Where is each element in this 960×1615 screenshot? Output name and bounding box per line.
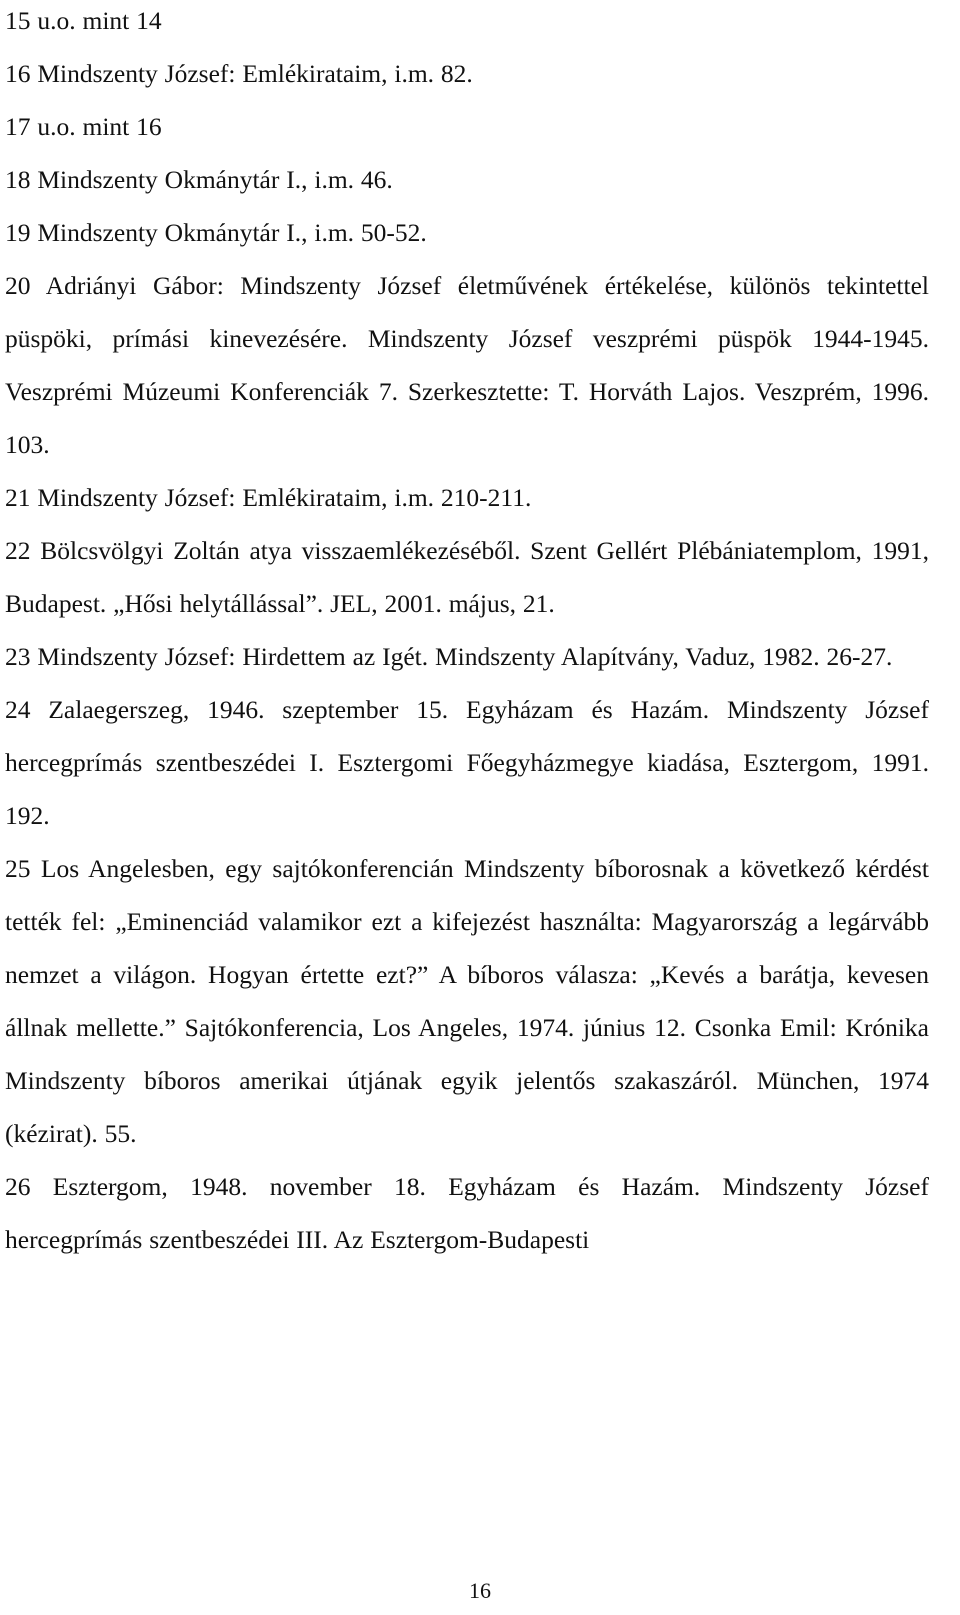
footnote-25: 25 Los Angelesben, egy sajtókonferencián Mindszenty bíborosnak a következő kérdést tették fel: „Eminenciád valamikor ezt a kifejezést használta: Magyarország a legárvább nemzet a világon. Hogyan értette ezt?” A bíboros válasza: „Kevés a barátja, kevesen állnak mellette.” Sajtókonferencia, Los Angeles, 1974. június 12. Csonka Emil: Krónika Mindszenty bíboros amerikai útjának egyik jelentős szakaszáról. München, 1974 (kézirat). 55.	[5, 854, 929, 1148]
footnote-17: 17 u.o. mint 16	[5, 112, 162, 141]
footnote-26: 26 Esztergom, 1948. november 18. Egyházam és Hazám. Mindszenty József hercegprímás szentbeszédei III. Az Esztergom-Budapesti	[5, 1172, 929, 1254]
footnote-24: 24 Zalaegerszeg, 1946. szeptember 15. Egyházam és Hazám. Mindszenty József hercegprímás szentbeszédei I. Esztergomi Főegyházmegye kiadása, Esztergom, 1991. 192.	[5, 695, 929, 830]
footnotes-section	[5, 0, 929, 1266]
footnote-23: 23 Mindszenty József: Hirdettem az Igét. Mindszenty Alapítvány, Vaduz, 1982. 26-27.	[5, 642, 893, 671]
footnote-15: 15 u.o. mint 14	[5, 6, 162, 35]
footnote-18: 18 Mindszenty Okmánytár I., i.m. 46.	[5, 165, 393, 194]
footnote-21: 21 Mindszenty József: Emlékirataim, i.m. 210-211.	[5, 483, 532, 512]
footnote-19: 19 Mindszenty Okmánytár I., i.m. 50-52.	[5, 218, 427, 247]
footnote-20: 20 Adriányi Gábor: Mindszenty József életművének értékelése, különös tekintettel püspöki, prímási kinevezésére. Mindszenty József veszprémi püspök 1944-1945. Veszprémi Múzeumi Konferenciák 7. Szerkesztette: T. Horváth Lajos. Veszprém, 1996. 103.	[5, 271, 929, 459]
footnote-16: 16 Mindszenty József: Emlékirataim, i.m. 82.	[5, 59, 473, 88]
footnote-22: 22 Bölcsvölgyi Zoltán atya visszaemlékezéséből. Szent Gellért Plébániatemplom, 1991, Budapest. „Hősi helytállással”. JEL, 2001. május, 21.	[5, 536, 929, 618]
page-number: 16	[469, 1578, 491, 1603]
